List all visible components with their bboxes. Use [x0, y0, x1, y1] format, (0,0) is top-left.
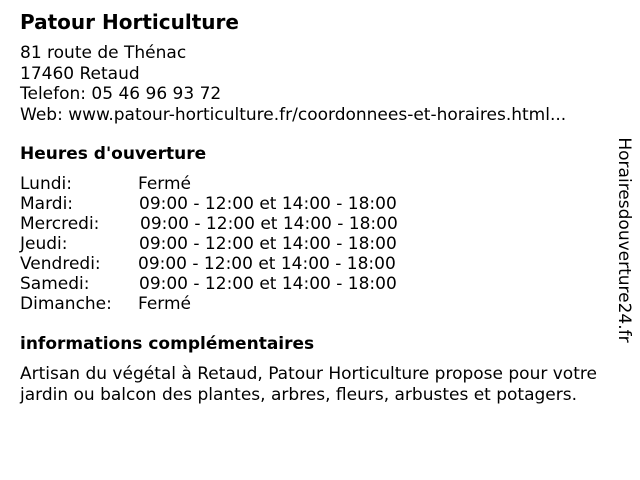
business-name: Patour Horticulture: [20, 10, 239, 34]
site-watermark: Horairesdouverture24.fr: [614, 137, 634, 343]
day-label: Samedi:: [20, 274, 90, 294]
time-value: Fermé: [138, 294, 192, 314]
website-link[interactable]: Web: www.patour-horticulture.fr/coordonnees-et-horaires.html...: [20, 104, 567, 125]
time-value: 09:00 - 12:00 et 14:00 - 18:00: [138, 254, 396, 274]
opening-hours-heading: Heures d'ouverture: [20, 144, 207, 164]
time-value: 09:00 - 12:00 et 14:00 - 18:00: [139, 194, 397, 214]
business-description: Artisan du végétal à Retaud, Patour Horticulture propose pour votre jardin ou balcon des plantes, arbres, fleurs, arbustes et potagers.: [20, 364, 597, 405]
time-value: Fermé: [138, 174, 192, 194]
time-value: 09:00 - 12:00 et 14:00 - 18:00: [139, 274, 397, 294]
city-postal: 17460 Retaud: [20, 63, 140, 84]
time-value: 09:00 - 12:00 et 14:00 - 18:00: [140, 214, 398, 234]
day-label: Jeudi:: [20, 234, 68, 254]
day-label: Mardi:: [20, 194, 74, 214]
additional-info-heading: informations complémentaires: [20, 334, 315, 354]
time-value: 09:00 - 12:00 et 14:00 - 18:00: [139, 234, 397, 254]
day-label: Lundi:: [20, 174, 72, 194]
street-address: 81 route de Thénac: [20, 43, 187, 63]
phone-number: Telefon: 05 46 96 93 72: [20, 84, 222, 104]
day-label: Vendredi:: [20, 254, 101, 274]
address-block: [20, 43, 566, 125]
day-label: Mercredi:: [20, 214, 100, 234]
day-label: Dimanche:: [20, 294, 112, 314]
